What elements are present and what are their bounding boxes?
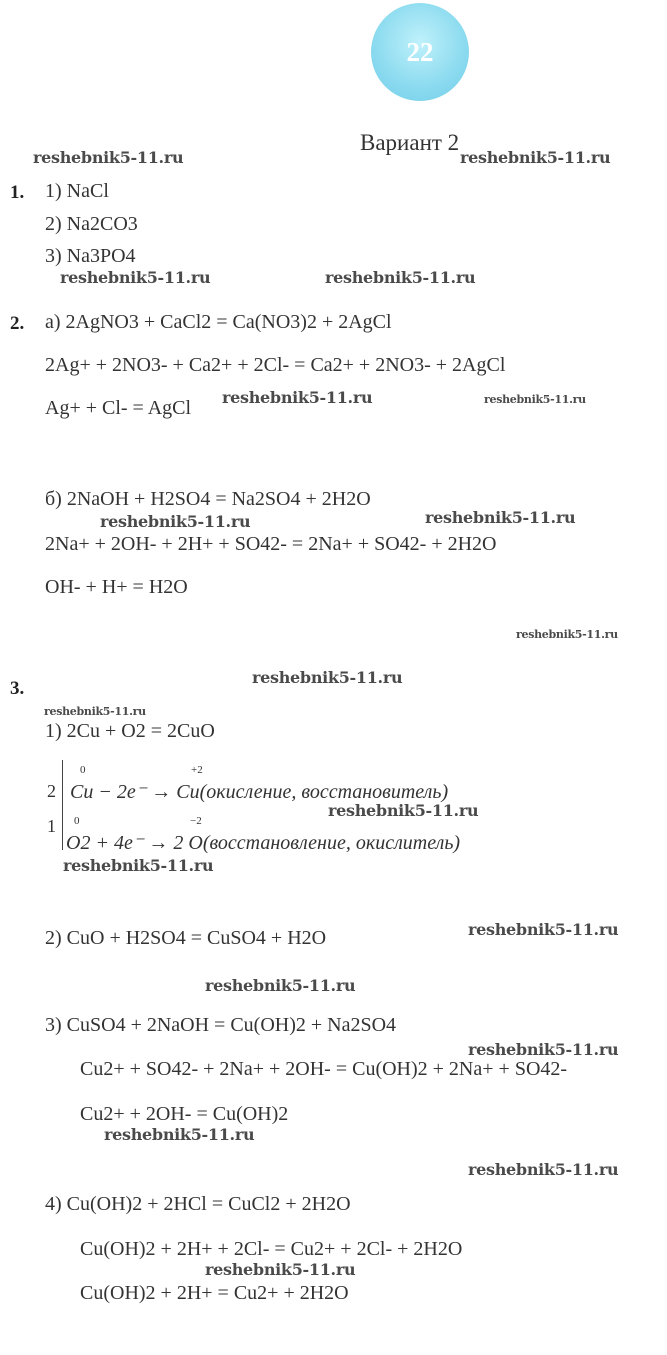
- page-number: 22: [406, 37, 434, 67]
- task-2b-full-ionic: 2Na+ + 2OH- + 2H+ + SO42- = 2Na+ + SO42- + 2H2O: [45, 533, 497, 555]
- balance-coef-2: 1: [47, 816, 56, 836]
- task-1-item-2: 2) Na2CO3: [45, 213, 138, 235]
- task-3-reaction-4-molecular: 4) Cu(OH)2 + 2HCl = CuCl2 + 2H2O: [45, 1193, 351, 1215]
- task-3-reaction-1: 1) 2Cu + O2 = 2CuO: [45, 720, 215, 742]
- watermark: reshebnik5-11.ru: [516, 628, 618, 641]
- watermark: reshebnik5-11.ru: [44, 705, 146, 718]
- task-2-number: 2.: [10, 313, 25, 334]
- ox-state-o-minus2: −2: [190, 815, 202, 827]
- balance-bracket: [62, 760, 63, 850]
- variant-title: Вариант 2: [360, 130, 460, 155]
- task-3-reaction-3-molecular: 3) CuSO4 + 2NaOH = Cu(OH)2 + Na2SO4: [45, 1014, 397, 1036]
- watermark: reshebnik5-11.ru: [104, 1125, 255, 1144]
- watermark: reshebnik5-11.ru: [484, 393, 586, 406]
- task-3-reaction-3-full-ionic: Cu2+ + SO42- + 2Na+ + 2OH- = Cu(OH)2 + 2Na+ + SO42-: [80, 1058, 568, 1080]
- task-1-number: 1.: [10, 182, 25, 203]
- task-1-item-1: 1) NaCl: [45, 180, 109, 202]
- watermark: reshebnik5-11.ru: [325, 268, 476, 287]
- task-2a-short-ionic: Ag+ + Cl- = AgCl: [45, 397, 192, 419]
- watermark: reshebnik5-11.ru: [328, 801, 479, 820]
- ox-state-o-0: 0: [74, 815, 80, 827]
- task-1-item-3: 3) Na3PO4: [45, 245, 136, 267]
- watermark: reshebnik5-11.ru: [252, 668, 403, 687]
- watermark: reshebnik5-11.ru: [425, 508, 576, 527]
- watermark: reshebnik5-11.ru: [33, 148, 184, 167]
- watermark: reshebnik5-11.ru: [100, 512, 251, 531]
- balance-line-2: O2 + 4e⁻ → 2 O(восстановление, окислитель): [66, 832, 461, 854]
- task-2a-full-ionic: 2Ag+ + 2NO3- + Ca2+ + 2Cl- = Ca2+ + 2NO3- + 2AgCl: [45, 354, 506, 376]
- watermark: reshebnik5-11.ru: [468, 920, 619, 939]
- watermark: reshebnik5-11.ru: [63, 856, 214, 875]
- task-3-reaction-4-full-ionic: Cu(OH)2 + 2H+ + 2Cl- = Cu2+ + 2Cl- + 2H2O: [80, 1238, 463, 1260]
- ox-state-cu-0: 0: [80, 764, 86, 776]
- watermark: reshebnik5-11.ru: [468, 1040, 619, 1059]
- watermark: reshebnik5-11.ru: [205, 1260, 356, 1279]
- watermark: reshebnik5-11.ru: [60, 268, 211, 287]
- ox-state-cu-plus2: +2: [191, 764, 203, 776]
- page-number-badge: [371, 3, 469, 101]
- task-2a-molecular: а) 2AgNO3 + CaCl2 = Ca(NO3)2 + 2AgCl: [45, 311, 392, 333]
- task-3-reaction-2: 2) CuO + H2SO4 = CuSO4 + H2O: [45, 927, 327, 949]
- task-3-reaction-4-short-ionic: Cu(OH)2 + 2H+ = Cu2+ + 2H2O: [80, 1282, 349, 1304]
- task-3-number: 3.: [10, 678, 25, 699]
- balance-coef-1: 2: [47, 781, 56, 801]
- watermark: reshebnik5-11.ru: [222, 388, 373, 407]
- task-2b-short-ionic: OH- + H+ = H2O: [45, 576, 188, 598]
- watermark: reshebnik5-11.ru: [460, 148, 611, 167]
- balance-line-1: Cu − 2e⁻ → Cu(окисление, восстановитель): [70, 781, 449, 803]
- watermark: reshebnik5-11.ru: [205, 976, 356, 995]
- task-3-reaction-3-short-ionic: Cu2+ + 2OH- = Cu(OH)2: [80, 1103, 289, 1125]
- task-2b-molecular: б) 2NaOH + H2SO4 = Na2SO4 + 2H2O: [45, 488, 371, 510]
- watermark: reshebnik5-11.ru: [468, 1160, 619, 1179]
